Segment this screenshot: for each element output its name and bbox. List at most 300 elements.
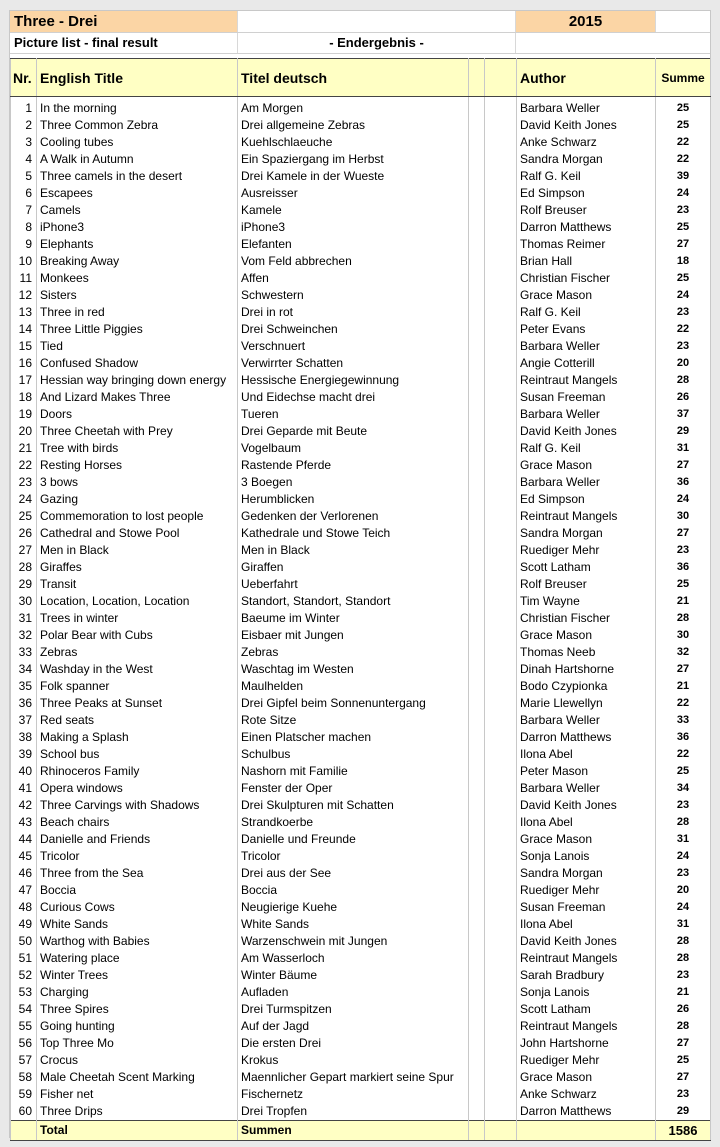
english-title: Charging bbox=[37, 984, 238, 1001]
empty-cell bbox=[469, 712, 485, 729]
empty-cell bbox=[485, 508, 517, 525]
score: 25 bbox=[656, 576, 711, 593]
empty-cell bbox=[485, 831, 517, 848]
score: 24 bbox=[656, 185, 711, 202]
table-row bbox=[11, 933, 711, 950]
score: 22 bbox=[656, 695, 711, 712]
empty-cell bbox=[469, 389, 485, 406]
year-cell: 2015 bbox=[516, 11, 655, 32]
table-row bbox=[11, 474, 711, 491]
author-name: Ed Simpson bbox=[517, 491, 656, 508]
english-title: A Walk in Autumn bbox=[37, 151, 238, 168]
empty-cell bbox=[485, 1052, 517, 1069]
author-name: Ralf G. Keil bbox=[517, 168, 656, 185]
empty-cell bbox=[485, 933, 517, 950]
score: 27 bbox=[656, 457, 711, 474]
english-title: Commemoration to lost people bbox=[37, 508, 238, 525]
empty-cell bbox=[469, 253, 485, 270]
empty-cell bbox=[237, 11, 516, 32]
author-name: Barbara Weller bbox=[517, 338, 656, 355]
author-name: Scott Latham bbox=[517, 1001, 656, 1018]
empty-cell bbox=[485, 967, 517, 984]
english-title: Breaking Away bbox=[37, 253, 238, 270]
author-name: Sandra Morgan bbox=[517, 151, 656, 168]
english-title: Confused Shadow bbox=[37, 355, 238, 372]
table-row bbox=[11, 457, 711, 474]
table-row bbox=[11, 525, 711, 542]
empty-cell bbox=[485, 219, 517, 236]
english-title: Folk spanner bbox=[37, 678, 238, 695]
empty-cell bbox=[469, 542, 485, 559]
author-name: Ruediger Mehr bbox=[517, 542, 656, 559]
row-number: 55 bbox=[11, 1018, 37, 1035]
german-title: Fischernetz bbox=[238, 1086, 469, 1103]
empty-cell bbox=[469, 321, 485, 338]
empty-cell bbox=[485, 950, 517, 967]
english-title: Three in red bbox=[37, 304, 238, 321]
german-title: Aufladen bbox=[238, 984, 469, 1001]
english-title: Red seats bbox=[37, 712, 238, 729]
empty-cell bbox=[485, 389, 517, 406]
score: 31 bbox=[656, 916, 711, 933]
row-number: 19 bbox=[11, 406, 37, 423]
empty-cell bbox=[485, 151, 517, 168]
empty-cell bbox=[485, 627, 517, 644]
german-title: Herumblicken bbox=[238, 491, 469, 508]
english-title: Cooling tubes bbox=[37, 134, 238, 151]
table-row bbox=[11, 831, 711, 848]
row-number: 50 bbox=[11, 933, 37, 950]
german-title: White Sands bbox=[238, 916, 469, 933]
row-number: 49 bbox=[11, 916, 37, 933]
score: 23 bbox=[656, 865, 711, 882]
table-row bbox=[11, 355, 711, 372]
german-title: Drei aus der See bbox=[238, 865, 469, 882]
english-title: iPhone3 bbox=[37, 219, 238, 236]
empty-cell bbox=[469, 593, 485, 610]
english-title: Tricolor bbox=[37, 848, 238, 865]
german-title: 3 Boegen bbox=[238, 474, 469, 491]
empty-cell bbox=[469, 219, 485, 236]
table-row bbox=[11, 406, 711, 423]
table-row bbox=[11, 984, 711, 1001]
author-name: Ilona Abel bbox=[517, 746, 656, 763]
empty-cell bbox=[485, 287, 517, 304]
row-number: 54 bbox=[11, 1001, 37, 1018]
english-title: Escapees bbox=[37, 185, 238, 202]
row-number: 37 bbox=[11, 712, 37, 729]
empty-cell bbox=[469, 508, 485, 525]
score: 29 bbox=[656, 423, 711, 440]
empty-cell bbox=[485, 321, 517, 338]
title-row bbox=[10, 11, 710, 33]
score: 30 bbox=[656, 627, 711, 644]
empty-cell bbox=[485, 1120, 517, 1140]
row-number: 23 bbox=[11, 474, 37, 491]
table-row bbox=[11, 678, 711, 695]
empty-cell bbox=[469, 168, 485, 185]
author-name: Thomas Neeb bbox=[517, 644, 656, 661]
table-row bbox=[11, 117, 711, 134]
row-number: 21 bbox=[11, 440, 37, 457]
row-number: 22 bbox=[11, 457, 37, 474]
empty-cell bbox=[469, 355, 485, 372]
german-title: Eisbaer mit Jungen bbox=[238, 627, 469, 644]
table-row bbox=[11, 712, 711, 729]
empty-cell bbox=[469, 1103, 485, 1121]
author-name: John Hartshorne bbox=[517, 1035, 656, 1052]
english-title: Monkees bbox=[37, 270, 238, 287]
english-title: Men in Black bbox=[37, 542, 238, 559]
german-title: Boccia bbox=[238, 882, 469, 899]
german-title: Am Morgen bbox=[238, 100, 469, 117]
german-title: Ein Spaziergang im Herbst bbox=[238, 151, 469, 168]
row-number: 3 bbox=[11, 134, 37, 151]
empty-cell bbox=[485, 474, 517, 491]
author-name: Darron Matthews bbox=[517, 1103, 656, 1121]
german-title: Strandkoerbe bbox=[238, 814, 469, 831]
header-empty bbox=[469, 59, 485, 97]
english-title: Trees in winter bbox=[37, 610, 238, 627]
empty-cell bbox=[485, 1035, 517, 1052]
german-title: Verschnuert bbox=[238, 338, 469, 355]
german-title: Ueberfahrt bbox=[238, 576, 469, 593]
empty-cell bbox=[485, 882, 517, 899]
author-name: Angie Cotterill bbox=[517, 355, 656, 372]
table-row bbox=[11, 610, 711, 627]
table-row bbox=[11, 508, 711, 525]
empty-cell bbox=[469, 151, 485, 168]
empty-cell bbox=[485, 780, 517, 797]
empty-cell bbox=[485, 848, 517, 865]
table-row bbox=[11, 780, 711, 797]
author-name: Anke Schwarz bbox=[517, 134, 656, 151]
german-title: Kathedrale und Stowe Teich bbox=[238, 525, 469, 542]
author-name: Sarah Bradbury bbox=[517, 967, 656, 984]
empty-cell bbox=[469, 814, 485, 831]
author-name: Rolf Breuser bbox=[517, 576, 656, 593]
row-number: 48 bbox=[11, 899, 37, 916]
english-title: Winter Trees bbox=[37, 967, 238, 984]
author-name: David Keith Jones bbox=[517, 933, 656, 950]
table-row bbox=[11, 593, 711, 610]
german-title: Baeume im Winter bbox=[238, 610, 469, 627]
english-title: Doors bbox=[37, 406, 238, 423]
empty-cell bbox=[469, 338, 485, 355]
table-row bbox=[11, 967, 711, 984]
table-row bbox=[11, 916, 711, 933]
english-title: Three Little Piggies bbox=[37, 321, 238, 338]
score: 32 bbox=[656, 644, 711, 661]
german-title: Einen Platscher machen bbox=[238, 729, 469, 746]
english-title: Opera windows bbox=[37, 780, 238, 797]
row-number: 34 bbox=[11, 661, 37, 678]
empty-cell bbox=[485, 457, 517, 474]
english-title: Three camels in the desert bbox=[37, 168, 238, 185]
empty-cell bbox=[469, 559, 485, 576]
score: 23 bbox=[656, 797, 711, 814]
row-number: 25 bbox=[11, 508, 37, 525]
empty-cell bbox=[469, 984, 485, 1001]
empty-cell bbox=[469, 1035, 485, 1052]
author-name: Peter Evans bbox=[517, 321, 656, 338]
table-row bbox=[11, 729, 711, 746]
english-title: Boccia bbox=[37, 882, 238, 899]
table-row bbox=[11, 440, 711, 457]
english-title: Sisters bbox=[37, 287, 238, 304]
english-title: Male Cheetah Scent Marking bbox=[37, 1069, 238, 1086]
empty-cell bbox=[485, 270, 517, 287]
row-number: 56 bbox=[11, 1035, 37, 1052]
german-title: Kuehlschlaeuche bbox=[238, 134, 469, 151]
author-name: David Keith Jones bbox=[517, 423, 656, 440]
score: 33 bbox=[656, 712, 711, 729]
author-name: Reintraut Mangels bbox=[517, 950, 656, 967]
author-name: Anke Schwarz bbox=[517, 1086, 656, 1103]
german-title: Giraffen bbox=[238, 559, 469, 576]
author-name: Barbara Weller bbox=[517, 474, 656, 491]
english-title: Watering place bbox=[37, 950, 238, 967]
table-row bbox=[11, 134, 711, 151]
german-title: Drei Kamele in der Wueste bbox=[238, 168, 469, 185]
german-title: Am Wasserloch bbox=[238, 950, 469, 967]
score: 28 bbox=[656, 814, 711, 831]
empty-cell bbox=[485, 1103, 517, 1121]
english-title: Beach chairs bbox=[37, 814, 238, 831]
table-row bbox=[11, 661, 711, 678]
table-row bbox=[11, 372, 711, 389]
empty-cell bbox=[485, 423, 517, 440]
german-title: Kamele bbox=[238, 202, 469, 219]
empty-cell bbox=[469, 882, 485, 899]
english-title: Cathedral and Stowe Pool bbox=[37, 525, 238, 542]
spreadsheet bbox=[9, 10, 711, 1138]
german-title: Ausreisser bbox=[238, 185, 469, 202]
score: 22 bbox=[656, 134, 711, 151]
empty-cell bbox=[469, 797, 485, 814]
row-number: 18 bbox=[11, 389, 37, 406]
empty-cell bbox=[469, 933, 485, 950]
english-title: Resting Horses bbox=[37, 457, 238, 474]
score: 22 bbox=[656, 321, 711, 338]
empty-cell bbox=[485, 661, 517, 678]
german-title: Drei Tropfen bbox=[238, 1103, 469, 1121]
empty-cell bbox=[485, 1069, 517, 1086]
row-number: 17 bbox=[11, 372, 37, 389]
empty-cell bbox=[485, 338, 517, 355]
author-name: Grace Mason bbox=[517, 1069, 656, 1086]
english-title: Transit bbox=[37, 576, 238, 593]
table-row bbox=[11, 1069, 711, 1086]
empty-cell bbox=[469, 457, 485, 474]
english-title: Camels bbox=[37, 202, 238, 219]
author-name: Barbara Weller bbox=[517, 406, 656, 423]
score: 34 bbox=[656, 780, 711, 797]
german-title: Und Eidechse macht drei bbox=[238, 389, 469, 406]
empty-cell bbox=[469, 134, 485, 151]
empty-cell bbox=[655, 11, 710, 32]
author-name: Reintraut Mangels bbox=[517, 508, 656, 525]
score: 28 bbox=[656, 372, 711, 389]
empty-cell bbox=[469, 610, 485, 627]
english-title: Top Three Mo bbox=[37, 1035, 238, 1052]
table-row bbox=[11, 882, 711, 899]
german-title: Auf der Jagd bbox=[238, 1018, 469, 1035]
row-number: 7 bbox=[11, 202, 37, 219]
german-title: Danielle und Freunde bbox=[238, 831, 469, 848]
author-name: Ruediger Mehr bbox=[517, 882, 656, 899]
header-nr: Nr. bbox=[11, 59, 37, 97]
header-english-title: English Title bbox=[37, 59, 238, 97]
empty-cell bbox=[485, 1086, 517, 1103]
empty-cell bbox=[485, 610, 517, 627]
sheet-title: Three - Drei bbox=[10, 11, 237, 32]
german-title: Warzenschwein mit Jungen bbox=[238, 933, 469, 950]
table-row bbox=[11, 253, 711, 270]
score: 26 bbox=[656, 389, 711, 406]
english-title: And Lizard Makes Three bbox=[37, 389, 238, 406]
author-name: Sandra Morgan bbox=[517, 525, 656, 542]
table-row bbox=[11, 491, 711, 508]
empty-cell bbox=[469, 848, 485, 865]
empty-cell bbox=[485, 712, 517, 729]
row-number: 11 bbox=[11, 270, 37, 287]
author-name: Ed Simpson bbox=[517, 185, 656, 202]
score: 24 bbox=[656, 848, 711, 865]
total-label: Total bbox=[37, 1120, 238, 1140]
table-row bbox=[11, 423, 711, 440]
score: 23 bbox=[656, 542, 711, 559]
row-number: 43 bbox=[11, 814, 37, 831]
table-row bbox=[11, 100, 711, 117]
score: 31 bbox=[656, 440, 711, 457]
row-number: 10 bbox=[11, 253, 37, 270]
author-name: Grace Mason bbox=[517, 627, 656, 644]
table-row bbox=[11, 168, 711, 185]
row-number: 14 bbox=[11, 321, 37, 338]
empty-cell bbox=[485, 797, 517, 814]
table-row bbox=[11, 270, 711, 287]
total-row bbox=[11, 1120, 711, 1140]
empty-cell bbox=[469, 185, 485, 202]
row-number: 52 bbox=[11, 967, 37, 984]
german-title: Nashorn mit Familie bbox=[238, 763, 469, 780]
row-number: 44 bbox=[11, 831, 37, 848]
english-title: Tied bbox=[37, 338, 238, 355]
author-name: Dinah Hartshorne bbox=[517, 661, 656, 678]
german-title: Maennlicher Gepart markiert seine Spur bbox=[238, 1069, 469, 1086]
empty-cell bbox=[485, 117, 517, 134]
german-title: Die ersten Drei bbox=[238, 1035, 469, 1052]
english-title: Zebras bbox=[37, 644, 238, 661]
empty-cell bbox=[485, 525, 517, 542]
table-row bbox=[11, 542, 711, 559]
empty-cell bbox=[485, 134, 517, 151]
english-title: Washday in the West bbox=[37, 661, 238, 678]
german-title: Elefanten bbox=[238, 236, 469, 253]
score: 31 bbox=[656, 831, 711, 848]
english-title: Three Drips bbox=[37, 1103, 238, 1121]
score: 27 bbox=[656, 236, 711, 253]
score: 23 bbox=[656, 338, 711, 355]
author-name: Christian Fischer bbox=[517, 270, 656, 287]
score: 18 bbox=[656, 253, 711, 270]
empty-cell bbox=[469, 1001, 485, 1018]
author-name: Ilona Abel bbox=[517, 916, 656, 933]
table-row bbox=[11, 695, 711, 712]
german-title: Drei Turmspitzen bbox=[238, 1001, 469, 1018]
table-row bbox=[11, 1001, 711, 1018]
table-row bbox=[11, 950, 711, 967]
table-row bbox=[11, 865, 711, 882]
author-name: Barbara Weller bbox=[517, 100, 656, 117]
table-row bbox=[11, 746, 711, 763]
german-title: iPhone3 bbox=[238, 219, 469, 236]
subtitle-row bbox=[10, 33, 710, 54]
empty-cell bbox=[485, 695, 517, 712]
row-number: 45 bbox=[11, 848, 37, 865]
author-name: Peter Mason bbox=[517, 763, 656, 780]
row-number: 13 bbox=[11, 304, 37, 321]
table-row bbox=[11, 763, 711, 780]
empty-cell bbox=[517, 1120, 656, 1140]
row-number: 24 bbox=[11, 491, 37, 508]
empty-cell bbox=[469, 950, 485, 967]
score: 24 bbox=[656, 899, 711, 916]
header-empty bbox=[485, 59, 517, 97]
header-german-title: Titel deutsch bbox=[238, 59, 469, 97]
row-number: 15 bbox=[11, 338, 37, 355]
german-title: Rote Sitze bbox=[238, 712, 469, 729]
score: 25 bbox=[656, 117, 711, 134]
score: 25 bbox=[656, 100, 711, 117]
row-number: 32 bbox=[11, 627, 37, 644]
empty-cell bbox=[485, 372, 517, 389]
author-name: Reintraut Mangels bbox=[517, 372, 656, 389]
english-title: Making a Splash bbox=[37, 729, 238, 746]
empty-cell bbox=[469, 100, 485, 117]
english-title: In the morning bbox=[37, 100, 238, 117]
german-title: Neugierige Kuehe bbox=[238, 899, 469, 916]
german-title: Drei Gipfel beim Sonnenuntergang bbox=[238, 695, 469, 712]
summen-label: Summen bbox=[238, 1120, 469, 1140]
empty-cell bbox=[469, 372, 485, 389]
row-number: 58 bbox=[11, 1069, 37, 1086]
empty-cell bbox=[469, 865, 485, 882]
row-number: 27 bbox=[11, 542, 37, 559]
score: 22 bbox=[656, 151, 711, 168]
author-name: Susan Freeman bbox=[517, 389, 656, 406]
table-row bbox=[11, 644, 711, 661]
row-number: 35 bbox=[11, 678, 37, 695]
table-row bbox=[11, 559, 711, 576]
row-number: 57 bbox=[11, 1052, 37, 1069]
empty-cell bbox=[485, 202, 517, 219]
row-number: 30 bbox=[11, 593, 37, 610]
header-sum: Summe bbox=[656, 59, 711, 97]
empty-cell bbox=[469, 729, 485, 746]
header-author: Author bbox=[517, 59, 656, 97]
score: 25 bbox=[656, 219, 711, 236]
score: 28 bbox=[656, 933, 711, 950]
english-title: Hessian way bringing down energy bbox=[37, 372, 238, 389]
empty-cell bbox=[469, 576, 485, 593]
empty-cell bbox=[485, 542, 517, 559]
score: 23 bbox=[656, 1086, 711, 1103]
author-name: Sonja Lanois bbox=[517, 848, 656, 865]
german-title: Krokus bbox=[238, 1052, 469, 1069]
table-row bbox=[11, 287, 711, 304]
